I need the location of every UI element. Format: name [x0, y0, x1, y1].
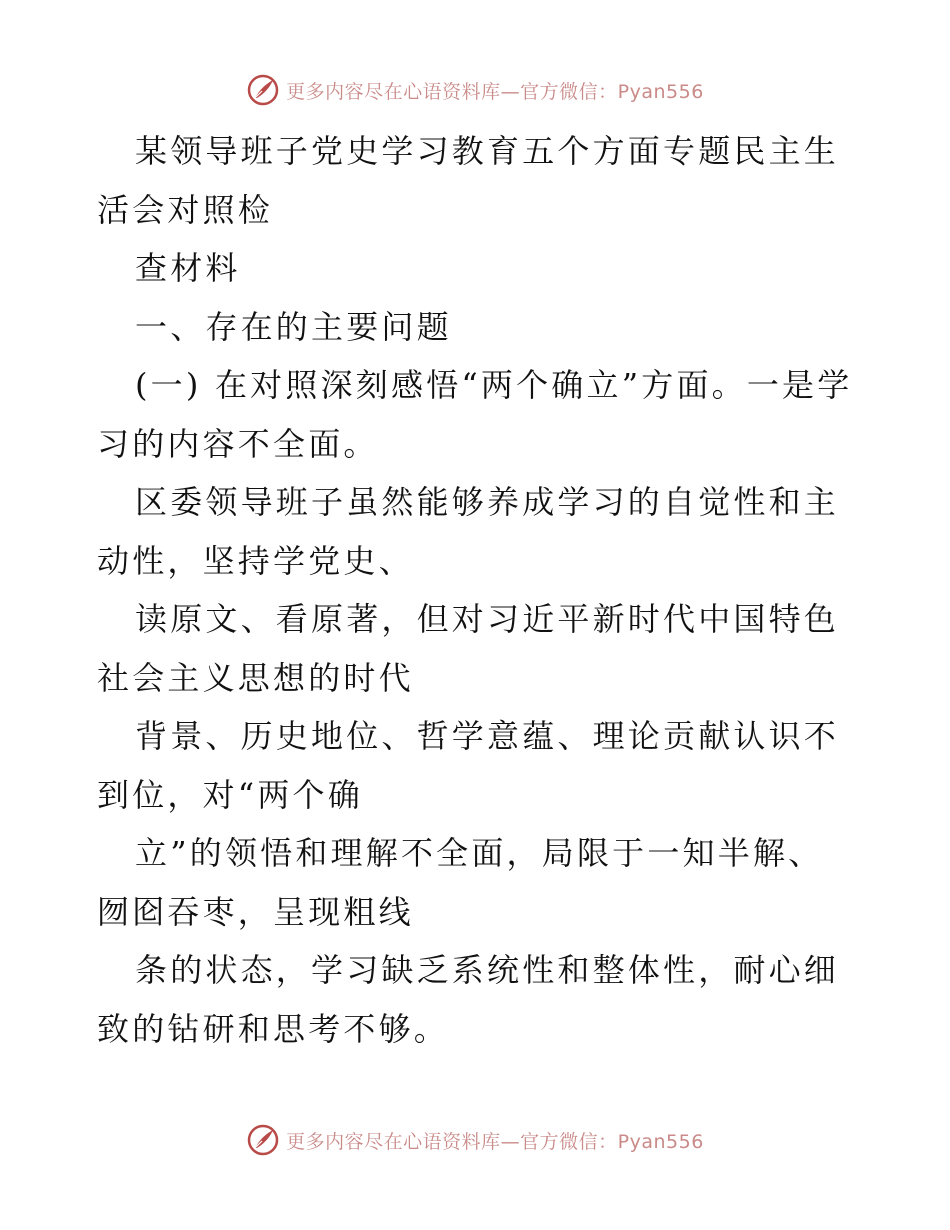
paragraph-6: 条的状态，学习缺乏系统性和整体性，耐心细致的钻研和思考不够。	[97, 951, 840, 1048]
quill-pen-icon	[246, 73, 280, 107]
paragraph-2: 区委领导班子虽然能够养成学习的自觉性和主动性，坚持学党史、	[97, 483, 840, 580]
paragraph-3: 读原文、看原著，但对习近平新时代中国特色社会主义思想的时代	[97, 600, 840, 697]
header-banner-text: 更多内容尽在心语资料库—官方微信：Pyan556	[286, 80, 704, 103]
footer-banner-text: 更多内容尽在心语资料库—官方微信：Pyan556	[286, 1130, 704, 1153]
section-heading: 一、存在的主要问题	[135, 307, 452, 346]
footer-banner	[0, 1120, 950, 1160]
paragraph-1: (一) 在对照深刻感悟“两个确立”方面。一是学习的内容不全面。	[97, 366, 853, 463]
document-body	[97, 122, 857, 1058]
paragraph-4: 背景、历史地位、哲学意蕴、理论贡献认识不到位，对“两个确	[97, 717, 840, 814]
quill-pen-icon	[246, 1123, 280, 1157]
header-banner	[0, 70, 950, 110]
document-title-line-1: 某领导班子党史学习教育五个方面专题民主生活会对照检	[97, 132, 840, 229]
paragraph-5: 立”的领悟和理解不全面，局限于一知半解、囫囵吞枣，呈现粗线	[97, 834, 824, 931]
document-title-line-2: 查材料	[135, 249, 241, 287]
